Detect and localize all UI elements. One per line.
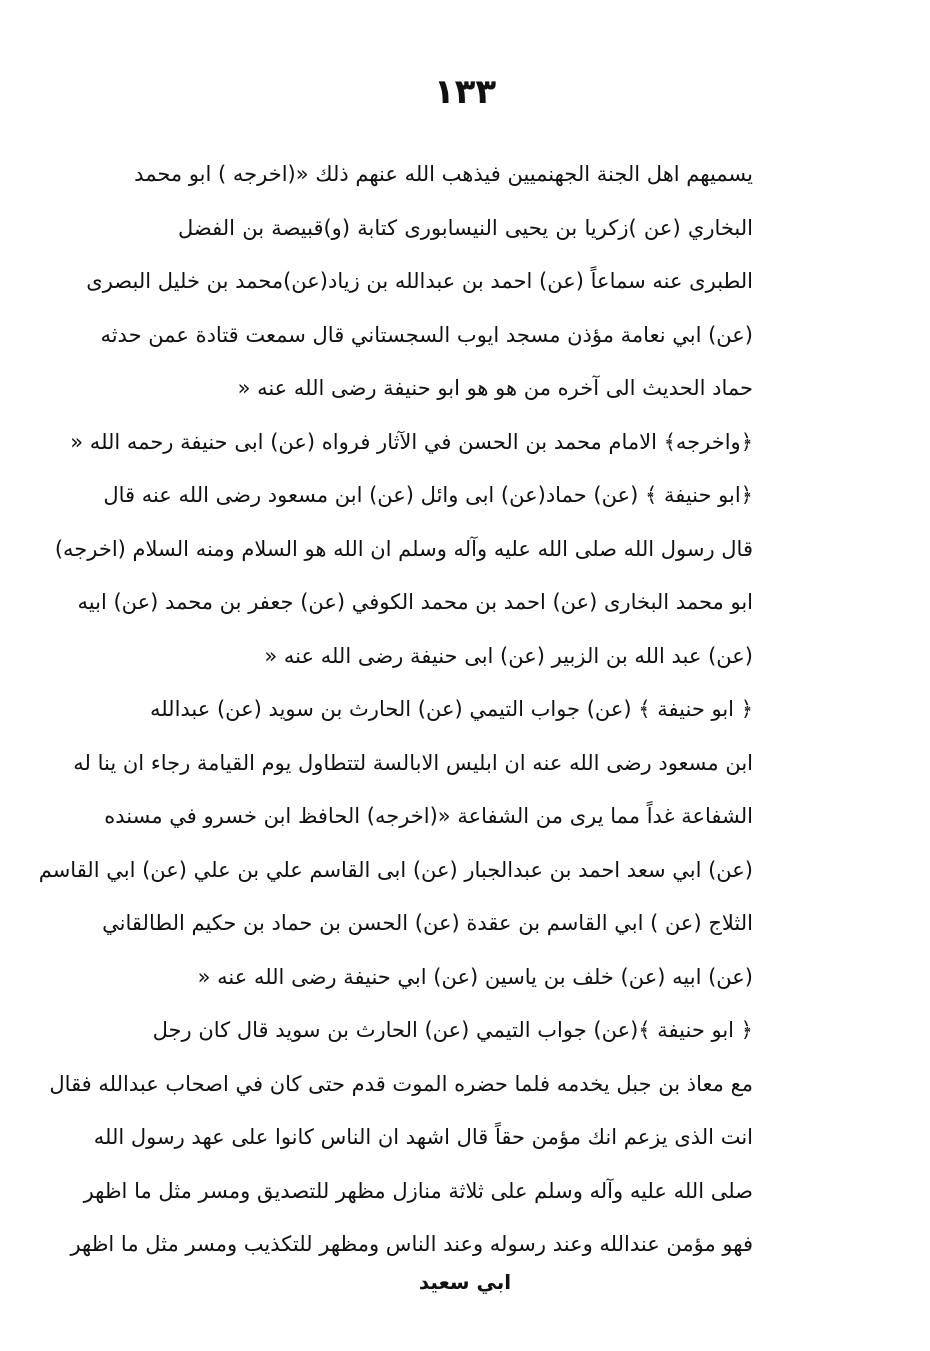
text-line: صلى الله عليه وآله وسلم على ثلاثة منازل مظهر للتصديق ومسر مثل ما اظهر: [83, 1178, 753, 1203]
text-line: مع معاذ بن جبل يخدمه فلما حضره الموت قدم حتى كان في اصحاب عبدالله فقال: [49, 1071, 753, 1096]
text-line: (عن) ابي نعامة مؤذن مسجد ايوب السجستاني قال سمعت قتادة عمن حدثه: [100, 322, 753, 347]
text-line: الثلاج (عن ) ابي القاسم بن عقدة (عن) الحسن بن حماد بن حكيم الطالقاني: [102, 911, 753, 935]
text-line: ﴿ابو حنيفة ﴾ (عن) حماد(عن) ابى وائل (عن) ابن مسعود رضى الله عنه قال: [103, 483, 753, 507]
text-line: يسميهم اهل الجنة الجهنميين فيذهب الله عنهم ذلك «(اخرجه ) ابو محمد: [134, 162, 753, 186]
catchword: ابي سعيد: [418, 1270, 512, 1294]
text-line: (عن) ابي سعد احمد بن عبدالجبار (عن) ابى القاسم علي بن علي (عن) ابي القاسم: [38, 857, 753, 882]
text-line: ﴿ ابو حنيفة ﴾(عن) جواب التيمي (عن) الحارث بن سويد قال كان رجل: [152, 1018, 753, 1042]
text-line: الطبرى عنه سماعاً (عن) احمد بن عبدالله بن زياد(عن)محمد بن خليل البصرى: [86, 269, 753, 293]
text-line: انت الذى يزعم انك مؤمن حقاً قال اشهد ان الناس كانوا على عهد رسول الله: [93, 1125, 753, 1149]
text-line: ﴿واخرجه﴾ الامام محمد بن الحسن في الآثار فرواه (عن) ابى حنيفة رحمه الله «: [70, 429, 753, 454]
text-line: ابن مسعود رضى الله عنه ان ابليس الابالسة لتتطاول يوم القيامة رجاء ان ينا له: [73, 750, 753, 775]
text-line: (عن) عبد الله بن الزبير (عن) ابى حنيفة رضى الله عنه «: [264, 643, 753, 668]
text-line: الشفاعة غداً مما يرى من الشفاعة «(اخرجه) الحافظ ابن خسرو في مسنده: [104, 804, 753, 828]
page-number: ١٣٣: [433, 72, 497, 112]
text-line: فهو مؤمن عندالله وعند رسوله وعند الناس ومظهر للتكذيب ومسر مثل ما اظهر: [70, 1232, 753, 1256]
text-line: ﴿ ابو حنيفة ﴾ (عن) جواب التيمي (عن) الحارث بن سويد (عن) عبدالله: [149, 697, 753, 721]
body-text: [38, 148, 753, 1272]
text-line: حماد الحديث الى آخره من هو هو ابو حنيفة رضى الله عنه «: [237, 376, 753, 400]
text-line: قال رسول الله صلى الله عليه وآله وسلم ان الله هو السلام ومنه السلام (اخرجه): [54, 536, 753, 561]
text-line: البخاري (عن )زكريا بن يحيى النيسابورى كتابة (و)قبيصة بن الفضل: [178, 215, 753, 240]
text-line: ابو محمد البخارى (عن) احمد بن محمد الكوفي (عن) جعفر بن محمد (عن) ابيه: [77, 590, 753, 614]
text-line: (عن) ابيه (عن) خلف بن ياسين (عن) ابي حنيفة رضى الله عنه «: [197, 964, 753, 989]
